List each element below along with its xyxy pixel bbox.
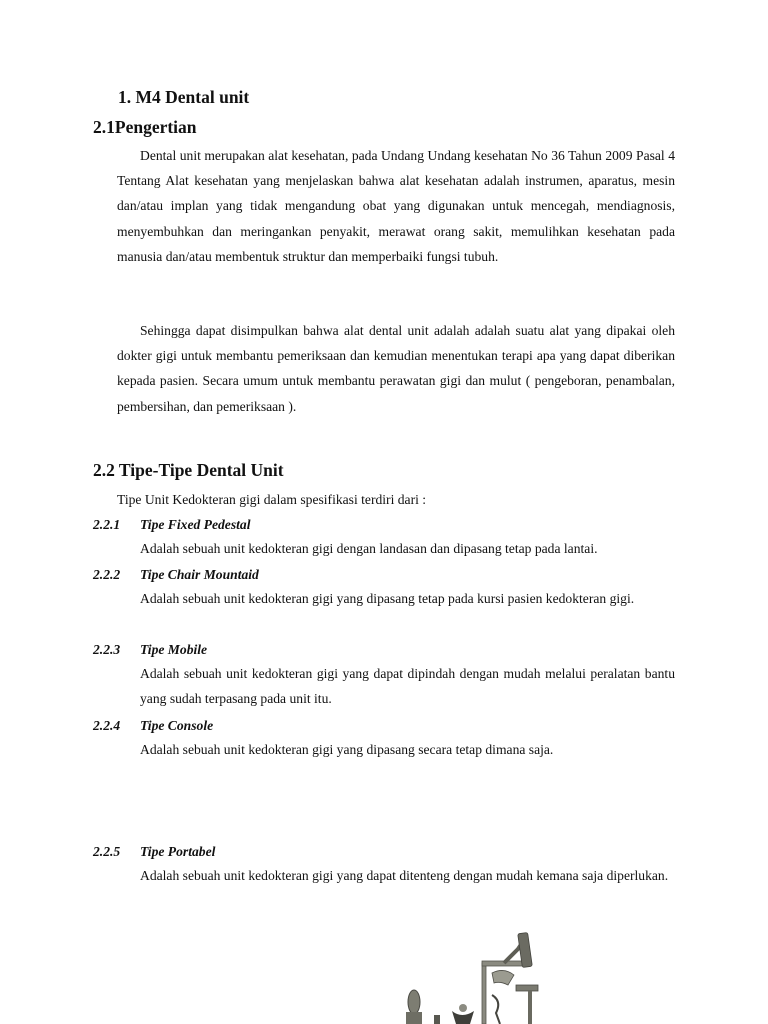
subsection-number: 2.2.5 (93, 844, 121, 859)
subsection-title: Tipe Portabel (140, 844, 216, 859)
dental-unit-illustration (396, 905, 546, 1024)
subsection-number: 2.2.1 (93, 517, 121, 532)
definition-paragraph: Dental unit merupakan alat kesehatan, pada Undang Undang kesehatan No 36 Tahun 2009 Pasal 4 Tentang Alat kesehatan yang menjelaskan bahwa alat kesehatan adalah instrumen, aparatus, mesin dan/atau implan yang tidak mengandung obat yang digunakan untuk mencegah, mendiagnosis, menyembuhkan dan meringankan penyakit, merawat orang sakit, memulihkan kesehatan pada manusia dan/atau membentuk struktur dan memperbaiki fungsi tubuh. (117, 148, 675, 264)
subsection-title: Tipe Console (140, 718, 214, 733)
section-2-1-title: 2.1Pengertian (93, 117, 197, 137)
subsection-description: Adalah sebuah unit kedokteran gigi yang dapat dipindah dengan mudah melalui peralatan bantu yang sudah terpasang pada unit itu. (140, 666, 675, 707)
subsection-number: 2.2.3 (93, 642, 121, 657)
subsection-description: Adalah sebuah unit kedokteran gigi yang dipasang secara tetap dimana saja. (140, 742, 554, 757)
section-2-2-title: 2.2 Tipe-Tipe Dental Unit (93, 460, 284, 480)
subsection-title: Tipe Chair Mountaid (140, 567, 259, 582)
subsection-description: Adalah sebuah unit kedokteran gigi yang dipasang tetap pada kursi pasien kedokteran gigi. (140, 591, 635, 606)
subsection-description: Adalah sebuah unit kedokteran gigi dengan landasan dan dipasang tetap pada lantai. (140, 541, 598, 556)
subsection-title: Tipe Fixed Pedestal (140, 517, 251, 532)
types-intro: Tipe Unit Kedokteran gigi dalam spesifikasi terdiri dari : (117, 492, 427, 507)
subsection-number: 2.2.4 (93, 718, 121, 733)
subsection-number: 2.2.2 (93, 567, 121, 582)
subsection-title: Tipe Mobile (140, 642, 208, 657)
conclusion-paragraph: Sehingga dapat disimpulkan bahwa alat dental unit adalah adalah suatu alat yang dipakai oleh dokter gigi untuk membantu pemeriksaan dan kemudian menentukan terapi apa yang dapat diberikan kepada pasien. Secara umum untuk membantu perawatan gigi dan mulut ( pengeboran, penambalan, pembersihan, dan pemeriksaan ). (117, 323, 675, 414)
subsection-description: Adalah sebuah unit kedokteran gigi yang dapat ditenteng dengan mudah kemana saja diperlukan. (140, 868, 669, 883)
main-heading: 1. M4 Dental unit (118, 87, 250, 107)
